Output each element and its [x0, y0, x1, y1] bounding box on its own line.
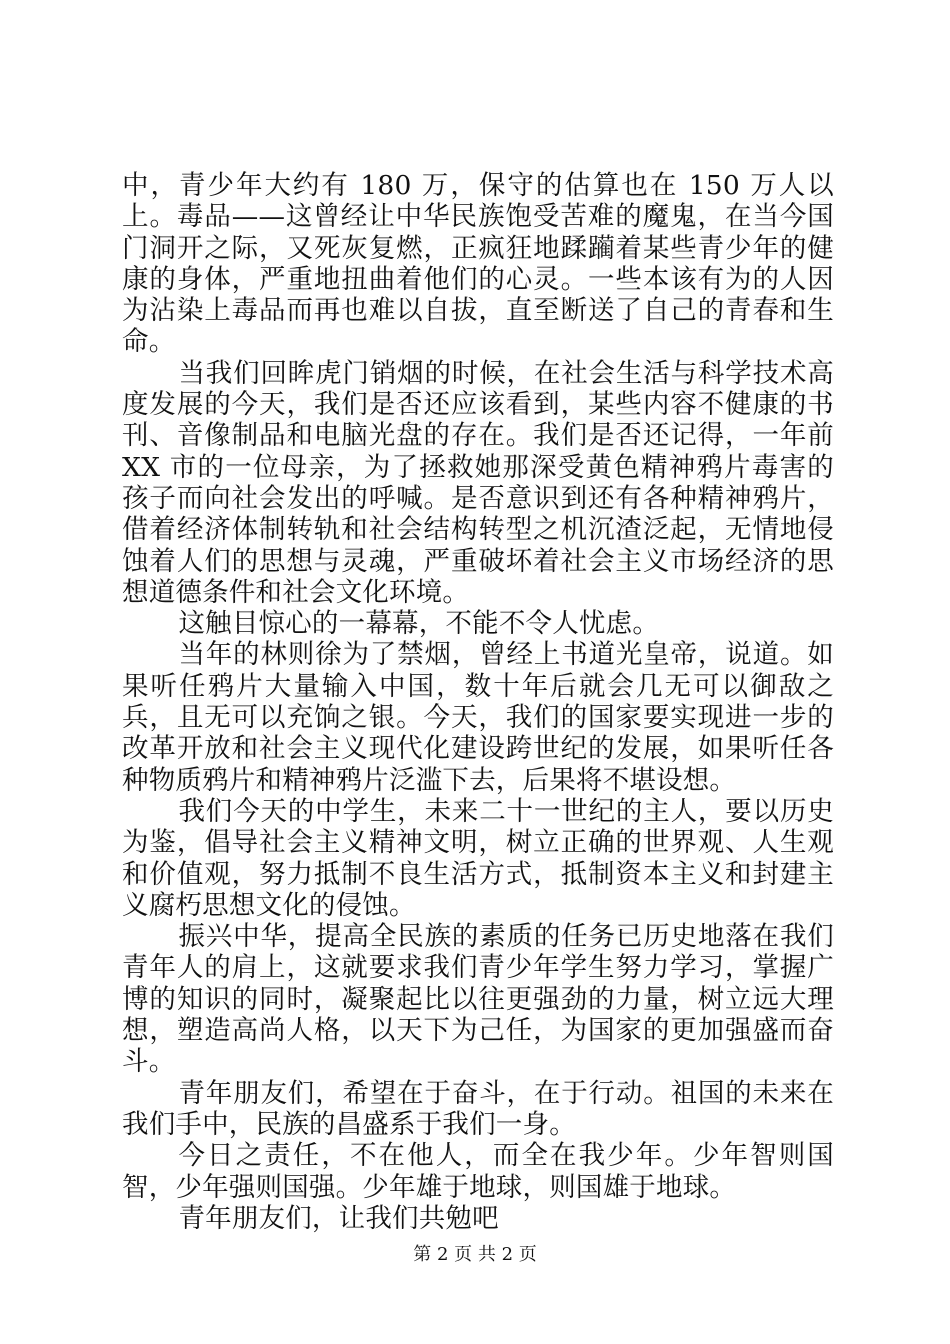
paragraph: 我们今天的中学生，未来二十一世纪的主人，要以历史为鉴，倡导社会主义精神文明，树立正确的世界观、人生观和价值观，努力抵制不良生活方式，抵制资本主义和封建主义腐朽思想文化的侵蚀。 [122, 795, 834, 921]
document-body [122, 170, 834, 1234]
paragraph: 今日之责任，不在他人，而全在我少年。少年智则国智，少年强则国强。少年雄于地球，则国雄于地球。 [122, 1140, 834, 1203]
paragraph: 青年朋友们，希望在于奋斗，在于行动。祖国的未来在我们手中，民族的昌盛系于我们一身。 [122, 1077, 834, 1140]
paragraph: 中，青少年大约有 180 万，保守的估算也在 150 万人以上。毒品——这曾经让中华民族饱受苦难的魔鬼，在当今国门洞开之际，又死灰复燃，正疯狂地蹂躏着某些青少年的健康的身体，严重地扭曲着他们的心灵。一些本该有为的人因为沾染上毒品而再也难以自拔，直至断送了自己的青春和生命。 [122, 170, 834, 358]
paragraph: 振兴中华，提高全民族的素质的任务已历史地落在我们青年人的肩上，这就要求我们青少年学生努力学习，掌握广博的知识的同时，凝聚起比以往更强劲的力量，树立远大理想，塑造高尚人格，以天下为己任，为国家的更加强盛而奋斗。 [122, 921, 834, 1078]
paragraph: 青年朋友们，让我们共勉吧 [178, 1202, 499, 1234]
paragraph: 这触目惊心的一幕幕，不能不令人忧虑。 [178, 608, 660, 640]
page-number-footer: 第 2 页 共 2 页 [413, 1244, 537, 1265]
paragraph: 当年的林则徐为了禁烟，曾经上书道光皇帝，说道。如果听任鸦片大量输入中国，数十年后就会几无可以御敌之兵，且无可以充饷之银。今天，我们的国家要实现进一步的改革开放和社会主义现代化建设跨世纪的发展，如果听任各种物质鸦片和精神鸦片泛滥下去，后果将不堪设想。 [122, 639, 834, 796]
paragraph: 当我们回眸虎门销烟的时候，在社会生活与科学技术高度发展的今天，我们是否还应该看到，某些内容不健康的书刊、音像制品和电脑光盘的存在。我们是否还记得，一年前 XX 市的一位母亲，为了拯救她那深受黄色精神鸦片毒害的孩子而向社会发出的呼喊。是否意识到还有各种精神鸦片，借着经济体制转轨和社会结构转型之机沉渣泛起，无情地侵蚀着人们的思想与灵魂，严重破坏着社会主义市场经济的思想道德条件和社会文化环境。 [122, 357, 834, 608]
